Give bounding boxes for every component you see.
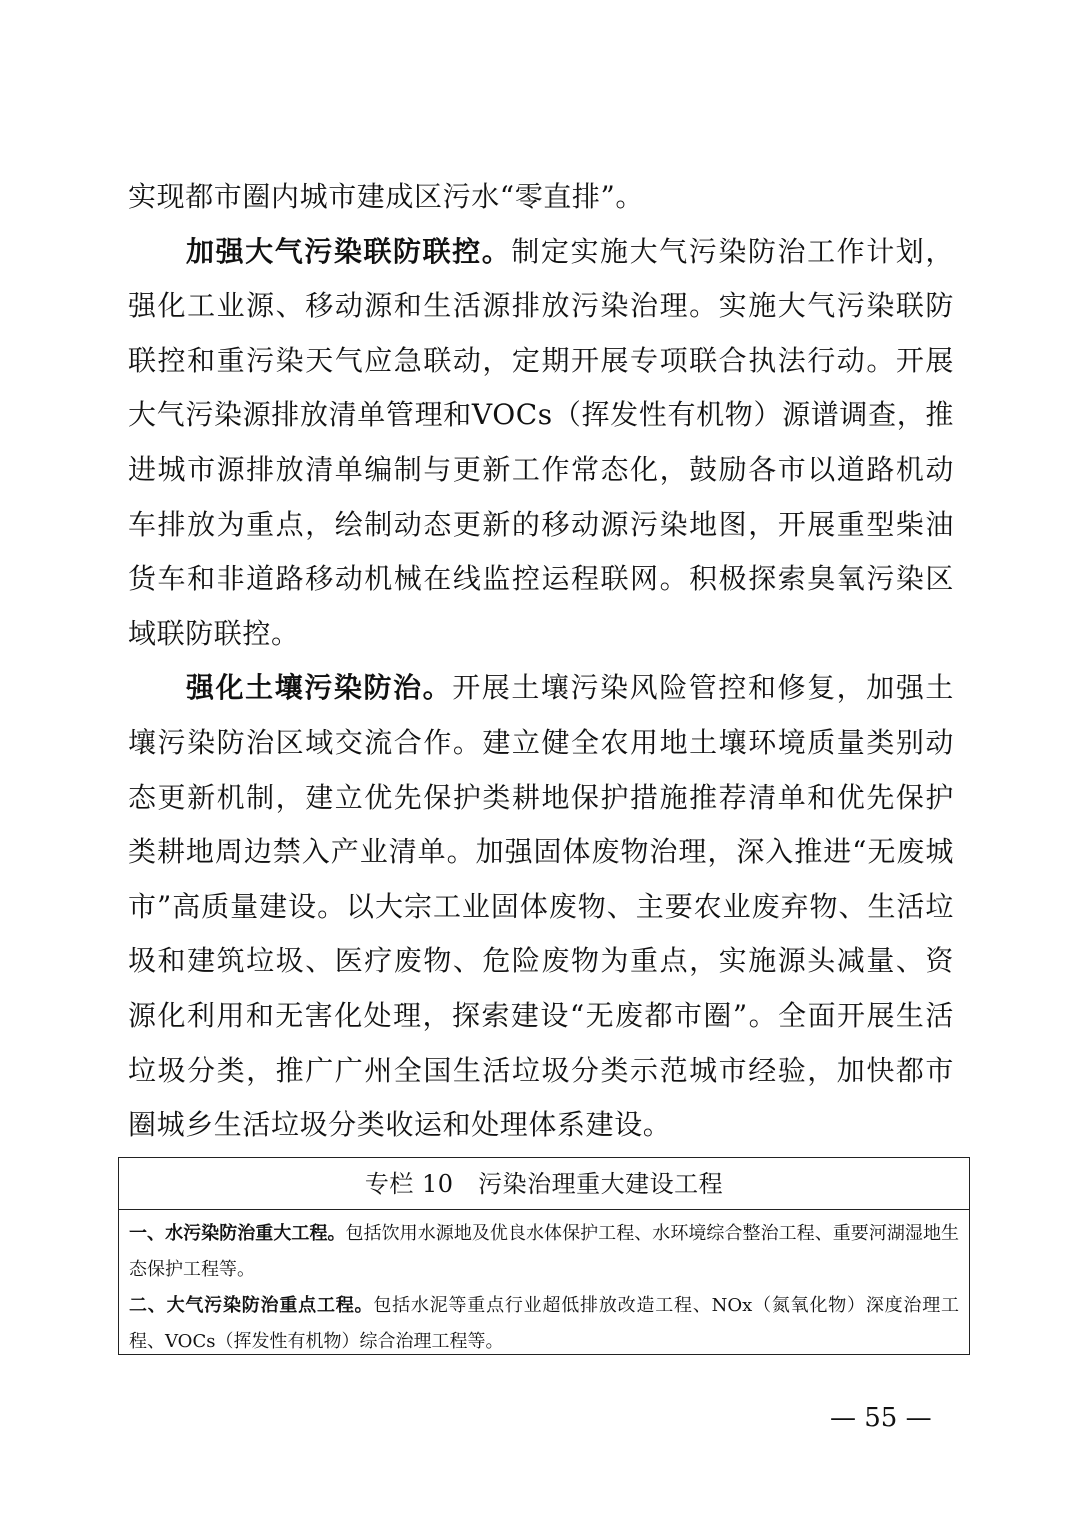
paragraph-1-text: 实现都市圈内城市建成区污水“零直排”。 [128,180,645,213]
column-box-item [129,1288,959,1360]
column-box-item-lead: 二、大气污染防治重点工程。 [129,1295,374,1316]
body-text [128,170,954,1153]
column-box-title: 专栏 10 污染治理重大建设工程 [119,1158,969,1210]
paragraph-1 [128,170,954,225]
paragraph-soil-pollution [128,661,954,1152]
page-number: — 55 — [830,1403,932,1433]
column-box-item [129,1216,959,1288]
paragraph-air-pollution-lead: 加强大气污染联防联控。 [186,234,512,268]
column-box-content [119,1210,969,1360]
column-box-item-text: 包括饮用水源地及优良水体保护工程、水环境综合整治工程、重要河湖湿地生态保护工程等。 [129,1223,960,1280]
paragraph-soil-pollution-text: 开展土壤污染风险管控和修复，加强土壤污染防治区域交流合作。建立健全农用地土壤环境质量类别动态更新机制，建立优先保护类耕地保护措施推荐清单和优先保护类耕地周边禁入产业清单。加强固体废物治理，深入推进“无废城市”高质量建设。以大宗工业固体废物、主要农业废弃物、生活垃圾和建筑垃圾、医疗废物、危险废物为重点，实施源头减量、资源化利用和无害化处理，探索建设“无废都市圈”。全面开展生活垃圾分类，推广广州全国生活垃圾分类示范城市经验，加快都市圈城乡生活垃圾分类收运和处理体系建设。 [128,671,954,1142]
paragraph-soil-pollution-lead: 强化土壤污染防治。 [186,671,453,705]
column-box-item-lead: 一、水污染防治重大工程。 [129,1223,346,1244]
column-box [118,1157,970,1355]
paragraph-air-pollution-text: 制定实施大气污染防治工作计划，强化工业源、移动源和生活源排放污染治理。实施大气污染联防联控和重污染天气应急联动，定期开展专项联合执法行动。开展大气污染源排放清单管理和VOCs（挥发性有机物）源谱调查，推进城市源排放清单编制与更新工作常态化，鼓励各市以道路机动车排放为重点，绘制动态更新的移动源污染地图，开展重型柴油货车和非道路移动机械在线监控运程联网。积极探索臭氧污染区域联防联控。 [128,234,954,650]
column-box-item-text: 包括水泥等重点行业超低排放改造工程、NOx（氮氧化物）深度治理工程、VOCs（挥发性有机物）综合治理工程等。 [129,1295,960,1352]
paragraph-air-pollution [128,225,954,662]
